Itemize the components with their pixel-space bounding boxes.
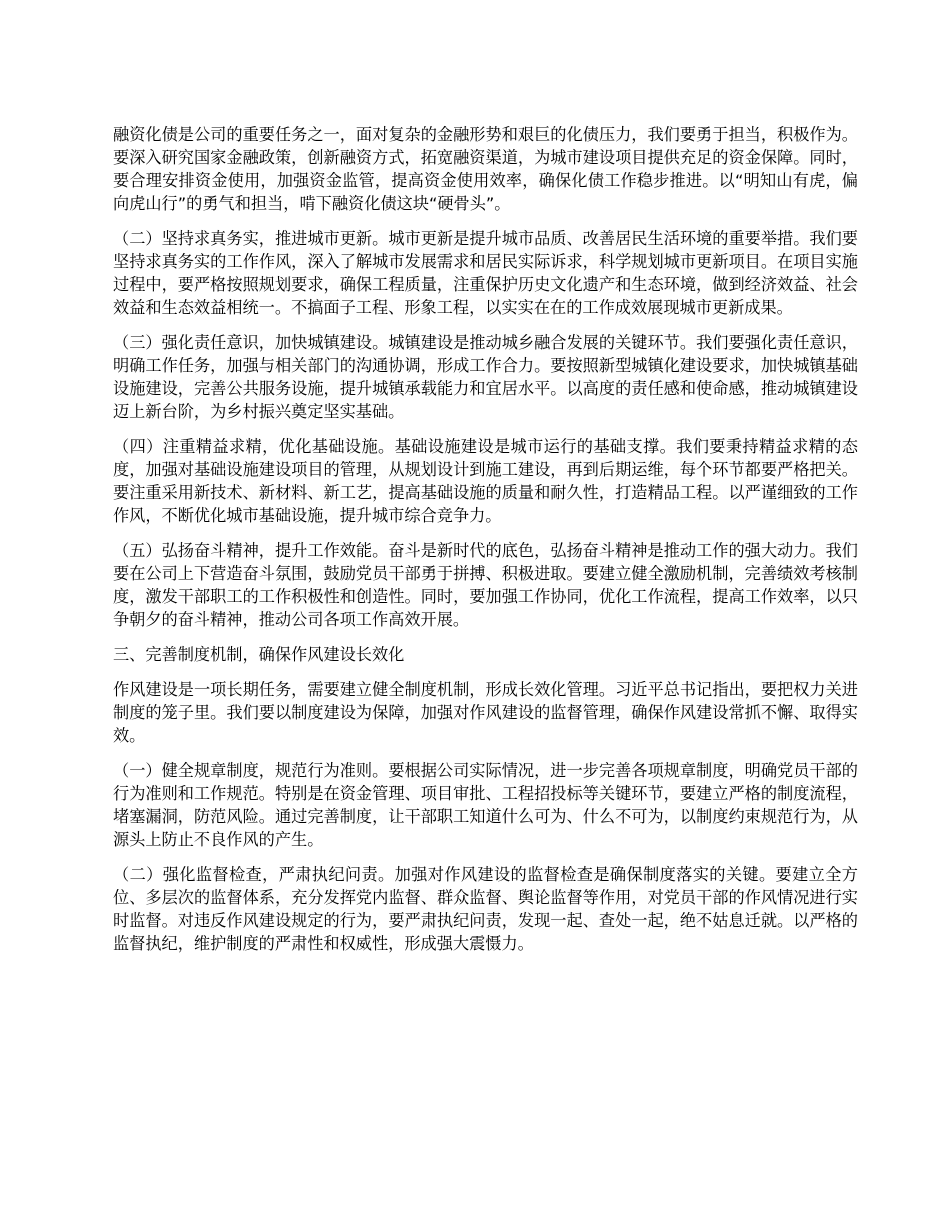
- paragraph-work-efficiency: （五）弘扬奋斗精神，提升工作效能。奋斗是新时代的底色，弘扬奋斗精神是推动工作的强大动力。我们要在公司上下营造奋斗氛围，鼓励党员干部勇于拼搏、积极进取。要建立健全激励机制，完善绩效考核制度，激发干部职工的工作积极性和创造性。同时，要加强工作协同，优化工作流程，提高工作效率，以只争朝夕的奋斗精神，推动公司各项工作高效开展。: [113, 541, 858, 629]
- document-body: [113, 123, 858, 967]
- paragraph-financing: 融资化债是公司的重要任务之一，面对复杂的金融形势和艰巨的化债压力，我们要勇于担当，积极作为。要深入研究国家金融政策，创新融资方式，拓宽融资渠道，为城市建设项目提供充足的资金保障。同时，要合理安排资金使用，加强资金监管，提高资金使用效率，确保化债工作稳步推进。以“明知山有虎，偏向虎山行”的勇气和担当，啃下融资化债这块“硬骨头”。: [113, 125, 858, 213]
- paragraph-supervision: （二）强化监督检查，严肃执纪问责。加强对作风建设的监督检查是确保制度落实的关键。要建立全方位、多层次的监督体系，充分发挥党内监督、群众监督、舆论监督等作用，对党员干部的作风情况进行实时监督。对违反作风建设规定的行为，要严肃执纪问责，发现一起、查处一起，绝不姑息迁就。以严格的监督执纪，维护制度的严肃性和权威性，形成强大震慑力。: [113, 865, 858, 953]
- paragraph-section-intro: 作风建设是一项长期任务，需要建立健全制度机制，形成长效化管理。习近平总书记指出，要把权力关进制度的笼子里。我们要以制度建设为保障，加强对作风建设的监督管理，确保作风建设常抓不懈、取得实效。: [113, 680, 858, 745]
- paragraph-infrastructure: （四）注重精益求精，优化基础设施。基础设施建设是城市运行的基础支撑。我们要秉持精益求精的态度，加强对基础设施建设项目的管理，从规划设计到施工建设，再到后期运维，每个环节都要严格把关。要注重采用新技术、新材料、新工艺，提高基础设施的质量和耐久性，打造精品工程。以严谨细致的工作作风，不断优化城市基础设施，提升城市综合竞争力。: [113, 437, 858, 525]
- paragraph-urban-renewal: （二）坚持求真务实，推进城市更新。城市更新是提升城市品质、改善居民生活环境的重要举措。我们要坚持求真务实的工作作风，深入了解城市发展需求和居民实际诉求，科学规划城市更新项目。在项目实施过程中，要严格按照规划要求，确保工程质量，注重保护历史文化遗产和生态环境，做到经济效益、社会效益和生态效益相统一。不搞面子工程、形象工程，以实实在在的工作成效展现城市更新成果。: [113, 229, 858, 317]
- paragraph-town-construction: （三）强化责任意识，加快城镇建设。城镇建设是推动城乡融合发展的关键环节。我们要强化责任意识，明确工作任务，加强与相关部门的沟通协调，形成工作合力。要按照新型城镇化建设要求，加快城镇基础设施建设，完善公共服务设施，提升城镇承载能力和宜居水平。以高度的责任感和使命感，推动城镇建设迈上新台阶，为乡村振兴奠定坚实基础。: [113, 333, 858, 421]
- paragraph-rules: （一）健全规章制度，规范行为准则。要根据公司实际情况，进一步完善各项规章制度，明确党员干部的行为准则和工作规范。特别是在资金管理、项目审批、工程招投标等关键环节，要建立严格的制度流程，堵塞漏洞，防范风险。通过完善制度，让干部职工知道什么可为、什么不可为，以制度约束规范行为，从源头上防止不良作风的产生。: [113, 761, 858, 849]
- section-heading: 三、完善制度机制，确保作风建设长效化: [113, 645, 405, 664]
